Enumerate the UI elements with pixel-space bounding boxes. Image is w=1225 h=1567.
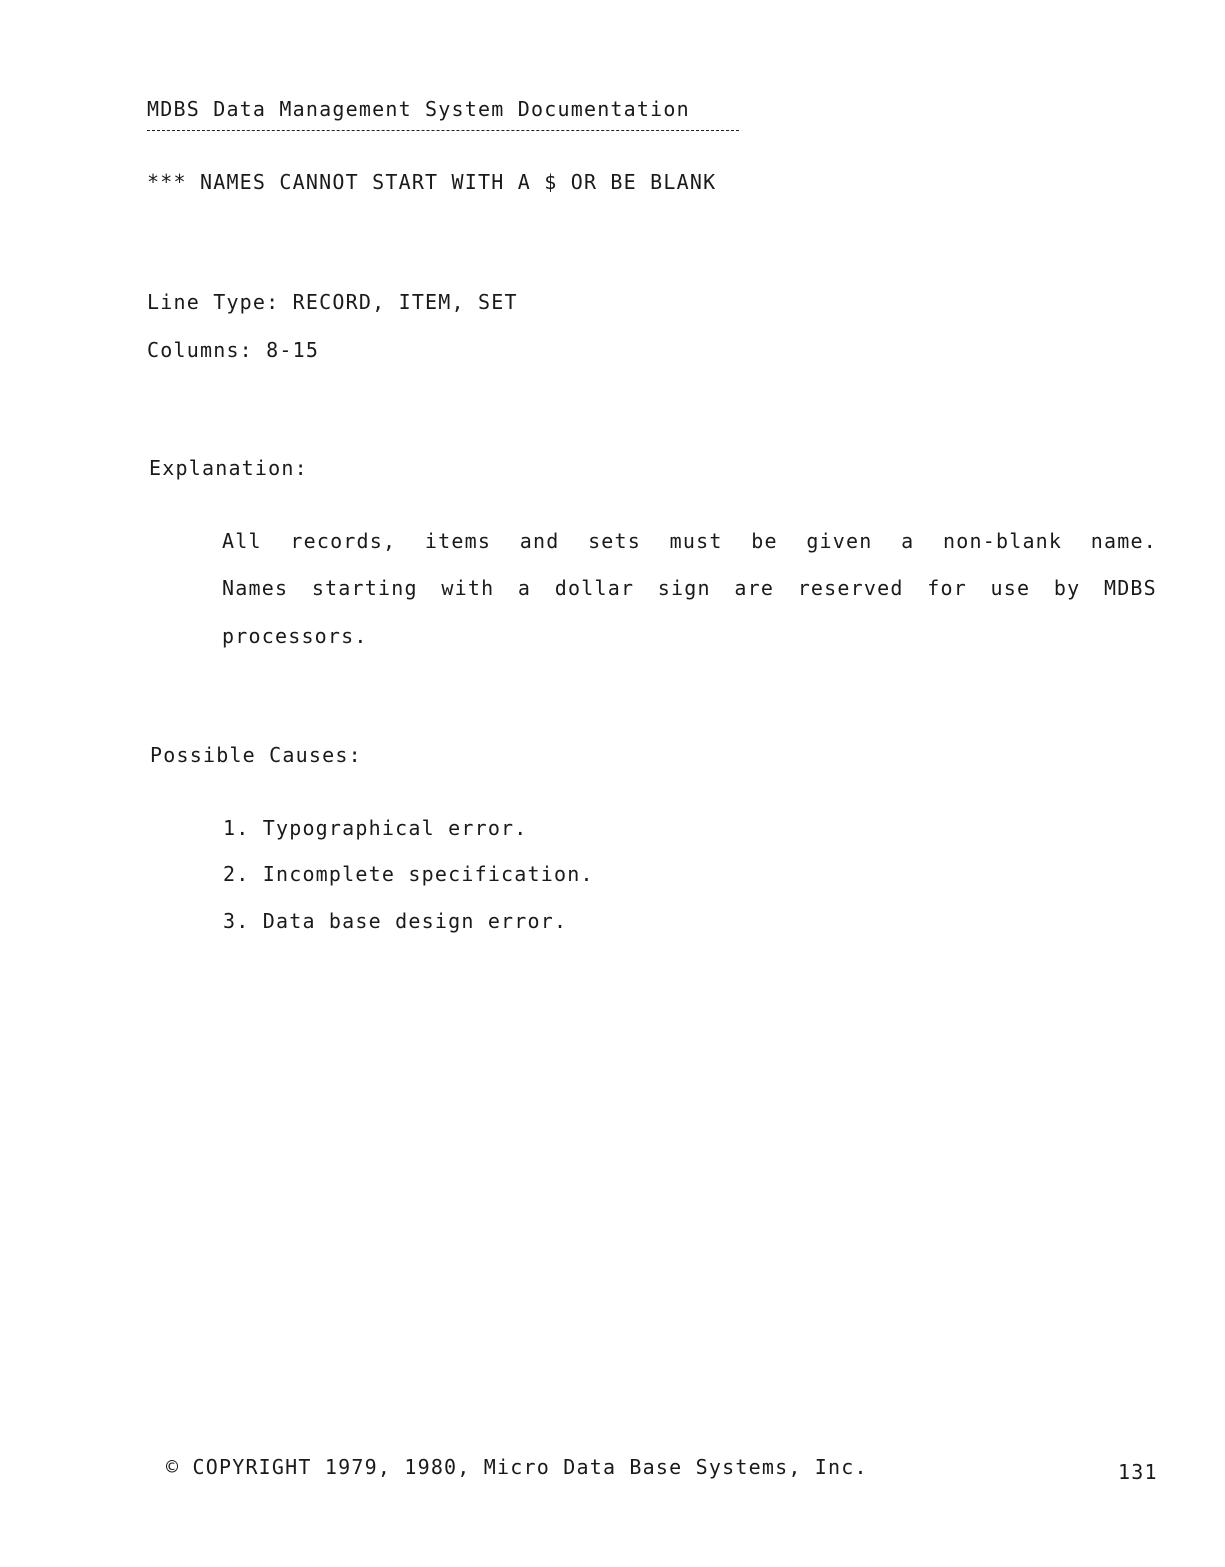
explanation-word: processors. (222, 624, 368, 648)
header-underline (147, 130, 739, 131)
cause-item-2: 2. Incomplete specification. (223, 862, 594, 886)
explanation-word: records, (290, 529, 397, 553)
footer-copyright: © COPYRIGHT 1979, 1980, Micro Data Base Systems, Inc. (166, 1455, 868, 1479)
explanation-word: be (751, 529, 778, 553)
explanation-word: for (927, 576, 967, 600)
explanation-word: by (1053, 576, 1081, 600)
page-number: 131 (1118, 1460, 1158, 1484)
explanation-word: and (519, 529, 560, 553)
page-header-title: MDBS Data Management System Documentation (147, 97, 690, 121)
line-type: Line Type: RECORD, ITEM, SET (147, 290, 518, 314)
explanation-word: items (424, 529, 492, 553)
explanation-word: name. (1090, 529, 1157, 553)
explanation-word: dollar (554, 576, 635, 600)
explanation-word: MDBS (1103, 576, 1157, 600)
explanation-word: with (441, 576, 495, 600)
explanation-word: starting (311, 576, 418, 600)
cause-item-1: 1. Typographical error. (223, 816, 528, 840)
explanation-word: sets (588, 529, 642, 553)
explanation-heading: Explanation: (149, 456, 308, 480)
columns: Columns: 8-15 (147, 338, 320, 362)
possible-causes-heading: Possible Causes: (150, 743, 362, 767)
explanation-word: a (901, 529, 915, 553)
explanation-word: are (734, 576, 775, 600)
explanation-word: given (806, 529, 873, 553)
error-message: *** NAMES CANNOT START WITH A $ OR BE BLANK (147, 170, 717, 194)
explanation-line-3 (222, 624, 1157, 648)
explanation-word: non-blank (943, 529, 1063, 553)
explanation-word: All (222, 529, 262, 553)
cause-item-3: 3. Data base design error. (223, 909, 568, 933)
explanation-line-1 (222, 529, 1157, 553)
explanation-word: a (517, 576, 532, 600)
explanation-word: Names (222, 576, 289, 600)
explanation-word: reserved (797, 576, 904, 600)
explanation-word: must (669, 529, 723, 553)
explanation-word: sign (657, 576, 711, 600)
explanation-word: use (990, 576, 1031, 600)
explanation-line-2 (222, 576, 1157, 600)
